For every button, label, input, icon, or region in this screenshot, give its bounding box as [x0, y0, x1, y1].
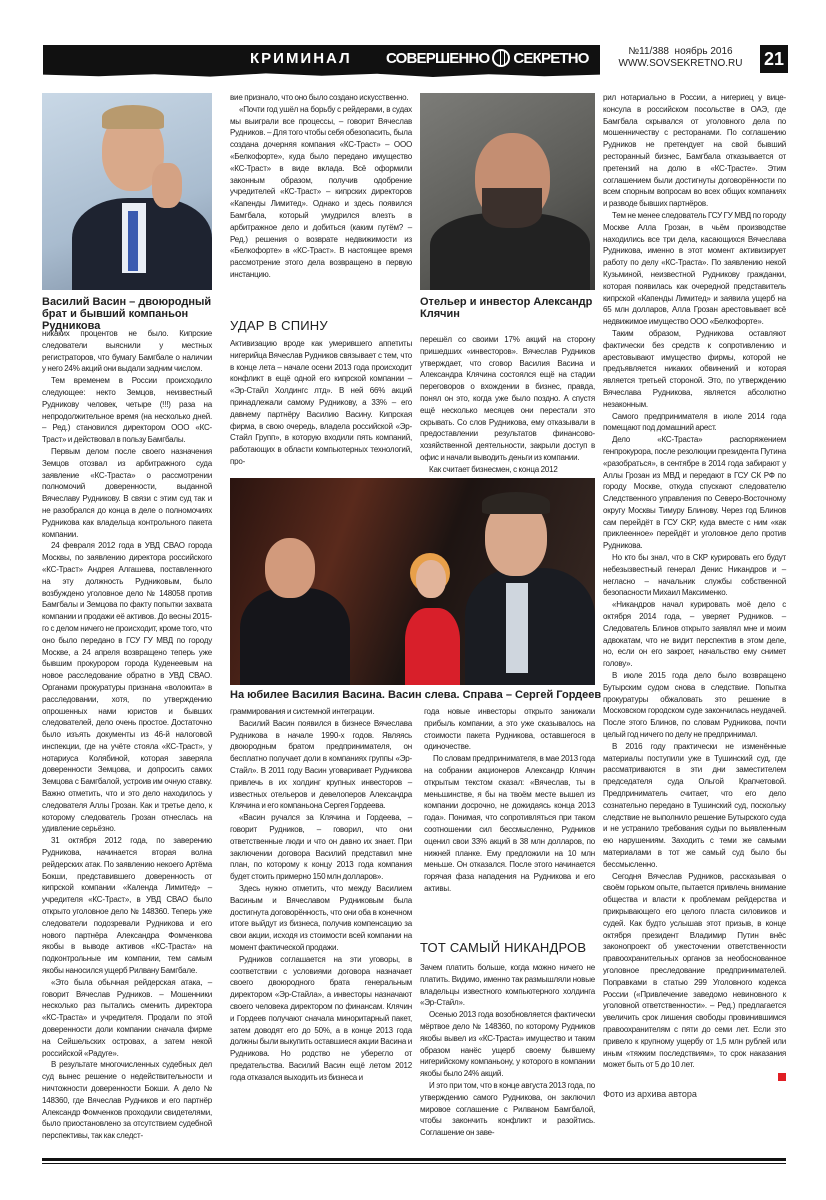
paragraph: Тем временем в России происходило следующее: некто Земцов, неизвестный Рудникову человек, четыре (!!!) раза на непродолжительное время (на несколько дней. – Ред.) становился директором ООО «КС-Траст» и действовал в пользу Бамгбалы.: [42, 376, 212, 445]
bottom-rule: [42, 1158, 786, 1161]
paragraph: года новые инвесторы открыто занижали прибыль компании, а это уже сказывалось на стоимости пакета Рудникова, оставшегося в одиночестве.: [424, 707, 595, 752]
paragraph: вие признало, что оно было создано искусственно.: [230, 93, 409, 102]
paragraph: Тем не менее следователь ГСУ ГУ МВД по городу Москве Алла Грозан, в чьём производстве находились все три дела, касающихся Вячеслава Рудникова, именно в этот момент активизирует работу по делу «КС-Траста». По заявлению некой Кузьминой, неизвестной Рудникову гражданки, которая появилась как очередной представитель кипрской «Капенды Лимитед» и заявила ущерб на 65 млн долларов, Алла Грозан арестовывает всё недвижимое имущество ООО «Белкофорте».: [603, 210, 786, 327]
paragraph: Активизацию вроде как умерившего аппетиты нигерийца Вячеслав Рудников связывает с тем, что в конце лета – начале осени 2013 года происходит конфликт в ещё одной его кипрской компании – «Эр-Стайл Холдингс лтд». В ней 66% акций принадлежали самому Рудникову, а 33% – его давнему партнёру Василию Васину. Кипрская фирма, в свою очередь, владела российской «Эр-Стайл Групп», в которую входили пять компаний, работающих в области компьютерных технологий, про-: [230, 339, 412, 466]
end-mark-row: [603, 1073, 786, 1085]
section-heading-tot-samyi-nikandrov: ТОТ САМЫЙ НИКАНДРОВ: [420, 940, 587, 955]
page-header: [43, 45, 788, 73]
paragraph: Василий Васин появился в бизнесе Вячеслава Рудникова в начале 1990-х годов. Являясь двоюродным братом предпринимателя, он бесплатно получает доли в компаниях группы «Эр-Стайл». В 2011 году Васин уговаривает Рудникова привлечь в их холдинг крупных инвесторов – известных отельеров и девелоперов Александра Клячина и его компаньона Сергея Гордеева.: [230, 718, 412, 811]
paragraph: 24 февраля 2012 года в УВД СВАО города Москвы, по заявлению директора российского «КС-Траст» Андрея Алгашева, поставленного на эту должность Рудниковым, было возбуждено уголовное дело № 148058 против Бамгбалы и Земцова по факту попытки захвата компании и продажи её активов. До весны 2015-го с делом ничего не происходит, кроме того, что оно было передано в ГСУ ГУ МВД по городу Москве, а 24 апреля возвращено теперь уже бывшим прокурором города Куденеевым на новое расследование обратно в УВД СВАО. Органами прокуратуры признана «волокита» в расследовании, хотя, по утверждению опрошенных нами юристов и бывших следователей, дело очень простое. Достаточно было изъять документы из 46-й налоговой инспекции, где на учёте стояла «КС-Траст», у нотариуса Колябиной, которая заверяла доверенности Земцова, и допросить самих Земцова с Бамгбалой, устроив им очную ставку. Важно отметить, что и это дело находилось у следователя Аллы Грозан. Как и третье дело, к которому следователь Грозан отнеслась на удивление серьёзно.: [42, 541, 212, 834]
paragraph: И это при том, что в конце августа 2013 года, по утверждению самого Рудникова, он заключил мировое соглашение с Рилваном Бамгбалой, чтобы закончить конфликт и разойтись. Соглашение он заве-: [420, 1080, 595, 1138]
paragraph: Осенью 2013 года возобновляется фактически мёртвое дело № 148360, по которому Рудников якобы вывел из «КС-Траста» имущество и таким образом нанёс ущерб своему бывшему нигерийскому компаньону, у которого в компании якобы было 24% акций.: [420, 1010, 595, 1079]
paragraph: В результате многочисленных судебных дел суд вынес решение о недействительности и ничтожности доверенности Бокши. А дело № 148360, где Вячеслав Рудников и его партнёр Александр Фомченков проходили свидетелями, было приостановлено за отсутствием судебной перспективы, так как следст-: [42, 1060, 212, 1141]
globe-icon: [492, 49, 510, 67]
paragraph: 31 октября 2012 года, по заверению Рудникова, начинается вторая волна рейдерских атак. По заявлению некоего Артёма Бокши, представившего доверенность от кипрской компании «Календа Лимитед» – учредителя «КС-Траст», в УВД СВАО было открыто уголовное дело № 148360. Теперь уже следователи подозревали Рудникова и его нового партнёра Александра Фомченкова якобы в выводе активов «КС-Траста» на подконтрольные им компании, тем самым якобы наносился ущерб Рилвану Бамгбале.: [42, 836, 212, 976]
photo-caption-jubilee: На юбилее Василия Васина. Васин слева. Справа – Сергей Гордеев: [230, 689, 602, 701]
article-column-2-section: [230, 338, 412, 468]
photo-vasin: [42, 93, 212, 290]
paragraph: В июле 2015 года дело было возвращено Бутырским судом снова в следствие. Попытка прокуратуры обжаловать это решение в Московском городском суде закончилась неудачей. После этого Блинов, по словам Рудникова, почти целый год ничего по делу не предпринимал.: [603, 671, 786, 740]
article-column-1: [42, 328, 212, 1142]
paragraph: «Васин ручался за Клячина и Гордеева, – говорит Рудников, – говорил, что они ответственные люди и что он давно их знает. При заключении договора Василий представил мне план, по которому к концу 2013 года компания будет стоить примерно 150 млн долларов».: [230, 813, 412, 882]
paragraph: Здесь нужно отметить, что между Василием Васиным и Вячеславом Рудниковым была достигнута договорённость, что они оба в конечном итоге выйдут из бизнеса, получив компенсацию за свои акции, исходя из стоимости всей компании на момент фактической продажи.: [230, 883, 412, 952]
paragraph: «Никандров начал курировать моё дело с октября 2014 года, – уверяет Рудников. – Следователь Блинов открыто заявлял мне и моим адвокатам, что не видит перспектив в этом деле, но, если он его закроет, начальство ему снимет голову».: [603, 600, 786, 669]
torn-edge-divider: [43, 73, 600, 77]
article-column-4-wrap: [603, 92, 786, 1101]
paragraph: перешёл со своими 17% акций на сторону пришедших «инвесторов». Вячеслав Рудников утверждает, что сговор Василия Васина и Александра Клячина состоялся ещё на стадии переговоров о вхождении в бизнес, правда, понял он это, когда уже было поздно. А спустя ещё несколько месяцев они перестали это скрывать. Со слов Рудникова, ему отказывали в предоставлении результатов финансово-хозяйственной деятельности, закрыли доступ в офис и начали выводить деньги из компании.: [420, 335, 595, 462]
end-of-article-mark: [778, 1073, 786, 1081]
website: WWW.SOVSEKRETNO.RU: [618, 58, 743, 69]
paragraph: «Это была обычная рейдерская атака, – говорит Вячеслав Рудников. – Мошенники несколько раз пытались сменить директора «КС-Траста» и учредителя. Продали по этой доверенности доли компании сначала фирме на Сейшельских островах, а затем некой российской «Радуге».: [42, 977, 212, 1058]
article-column-3-top: [420, 334, 595, 476]
photo-credit: Фото из архива автора: [603, 1088, 697, 1099]
photo-klyachin: [420, 93, 595, 290]
newspaper-logo: [386, 49, 589, 67]
article-column-3-section: [420, 962, 595, 1139]
paragraph: Рудников соглашается на эти уговоры, в соответствии с условиями договора назначает своего двоюродного брата генеральным директором «Эр-Стайла», а инвесторы назначают своего человека директором по финансам. Клячин и Гордеев получают сначала миноритарный пакет, затем доводят его до 50%, а в конце 2013 года должны были выкупить оставшиеся акции Васина и Рудникова. Но родство не уберегло от предательства. Василий Васин ещё летом 2012 года отказался выходить из бизнеса и: [230, 954, 413, 1082]
paragraph: «Почти год ушёл на борьбу с рейдерами, в судах мы выиграли все процессы, – говорит Вячеслав Рудников. – Для того чтобы себя обезопасить, была создана дочерняя компания «КС-Траст» – ООО «Белкофорте», куда было передано имущество «КС-Траст» в виде вклада. Всё оформили законным образом, получив одобрение учредителей «КС-Траст» – кипрских директоров «Капенды Лимитед». Однако и здесь появился Бамгбала, который умудрился влезть в арбитражное дело и добиться (каким путём? – Ред.) решения о возврате недвижимости из «Белкофорте» в «КС-Траст». В настоящее время рассмотрение этого дела возвращено в первую инстанцию.: [230, 104, 412, 279]
paragraph: рил нотариально в России, а нигериец у вице-консула в российском посольстве в ОАЭ, где Бамгбала скрывался от уголовного дела по мошенничеству с ресторанами. По соглашению Рудников не претендует на свой бывший ресторанный бизнес, Бамгбала отказывается от претензий на долю в «КС-Трасте». Этим соглашением были достигнуты договорённости по всем спорным вопросам во всех общих компаниях и разводе бывших партнёров.: [603, 93, 786, 209]
paragraph: По словам предпринимателя, в мае 2013 года на собрании акционеров Александр Клячин открытым текстом сказал: «Вячеслав, ты в меньшинстве, я бы на твоём месте вышел из компании досрочно, не дожидаясь конца 2013 года». Понимая, что сопротивляться при таком соотношении сил бессмысленно, Рудников оценил свои 33% акций в 38 млн долларов, по нижней планке. Ему предложили на 10 млн меньше. Он отказался. После этого начинается горячая фаза нападения на Рудникова и его активы.: [424, 754, 595, 893]
paragraph: Самого предпринимателя в июле 2014 года помещают под домашний арест.: [603, 411, 786, 433]
paragraph: Дело «КС-Траста» распоряжением генпрокурора, после резолюции президента Путина «разобраться», в сентябре в 2014 года забирают у Аллы Грозан из МВД и передают в ГСУ СК РФ по городу Москве, откуда спускают следователю Следственного управления по Северо-Восточному округу Москвы Тимуру Блинову. Через год Блинов сам перейдёт в ГСУ СКР, куда вместе с ним «как приклеенное» перейдёт и уголовное дело против Рудникова.: [603, 435, 786, 551]
paragraph: Как считает бизнесмен, с конца 2012: [429, 464, 558, 474]
photo-jubilee: [230, 478, 595, 685]
paragraph: граммирования и системной интеграции.: [230, 707, 375, 716]
article-column-3-bottom: [424, 706, 595, 895]
article-column-2-top: [230, 92, 412, 281]
issue-number: №11/388 ноябрь 2016: [628, 46, 733, 57]
photo-caption-vasin: Василий Васин – двоюродный брат и бывший компаньон Рудникова: [42, 296, 212, 332]
logo-right-word: СЕКРЕТНО: [513, 50, 589, 67]
bottom-rule-thin: [42, 1163, 786, 1164]
paragraph: Первым делом после своего назначения Земцов отозвал из арбитражного суда заявление «КС-Траста» о рассмотрении полномочий доверенности, выданной Вячеславу Рудникову. В связи с этим суд так и не разобрался до конца в деле о полномочиях Рудникова как владельца контрольного пакета компании.: [42, 446, 212, 539]
paragraph: никаких процентов не было. Кипрские следователи выяснили у местных регистраторов, что бумагу Бамгбале о наличии у него 24% акций они выдали задним числом.: [42, 329, 212, 374]
paragraph: Сегодня Вячеслав Рудников, рассказывая о своём горьком опыте, пытается привлечь внимание общества и власти к проблемам рейдерства и прикрывающего его целого пласта силовиков и судей. Как будто услышав этот призыв, в конце октября президент Владимир Путин внёс законопроект об ужесточении ответственности правоохранительных органов за необоснованное уголовное преследование предпринимателей. Поправками в статью 299 Уголовного кодекса России («Привлечение заведомо невиновного к уголовной ответственности». – Ред.) предлагается увеличить срок лишения свободы провинившимся правоохранителям с пяти до семи лет. Если это привело к крупному ущербу от 1,5 млн рублей или иным «тяжким последствиям», то срок наказания может быть от 5 до 10 лет.: [603, 871, 786, 1070]
issue-info: [603, 46, 758, 70]
photo-caption-klyachin: Отельер и инвестор Александр Клячин: [420, 296, 593, 320]
article-column-4: [603, 92, 786, 1071]
paragraph: Таким образом, Рудникова оставляют фактически без средств к сопротивлению и арестовывают имущество фирмы, которой не предъявляется никаких обвинений и которая является третьей стороной. Это, по утверждению Вячеслава Рудникова, является абсолютно незаконным.: [603, 328, 786, 409]
paragraph: В 2016 году практически не изменённые материалы поступили уже в Тушинский суд, где рассматриваются в эти дни заместителем председателя суда Ольгой Крапчетовой. Предприниматель считает, что его дело сознательно передано в Тушинский суд, поскольку следствие не выполнило решение Бутырского суда и не устранило требования судьи по выявленным ею нарушениям. Заходить с теми же самыми материалами в тот же самый суд было бы бессмысленно.: [603, 741, 786, 869]
paragraph: Но кто бы знал, что в СКР курировать его будут небезызвестный генерал Денис Никандров и – негласно – начальник службы собственной безопасности Михаил Максименко.: [603, 553, 786, 598]
article-column-2-bottom: [230, 706, 412, 1084]
page-number: 21: [760, 45, 788, 73]
paragraph: Зачем платить больше, когда можно ничего не платить. Видимо, именно так размышляли новые владельцы известного компьютерного холдинга «Эр-Стайл».: [420, 963, 595, 1008]
section-heading-udar-v-spinu: УДАР В СПИНУ: [230, 318, 328, 333]
logo-left-word: СОВЕРШЕННО: [386, 50, 490, 67]
section-rubric: КРИМИНАЛ: [250, 50, 352, 67]
